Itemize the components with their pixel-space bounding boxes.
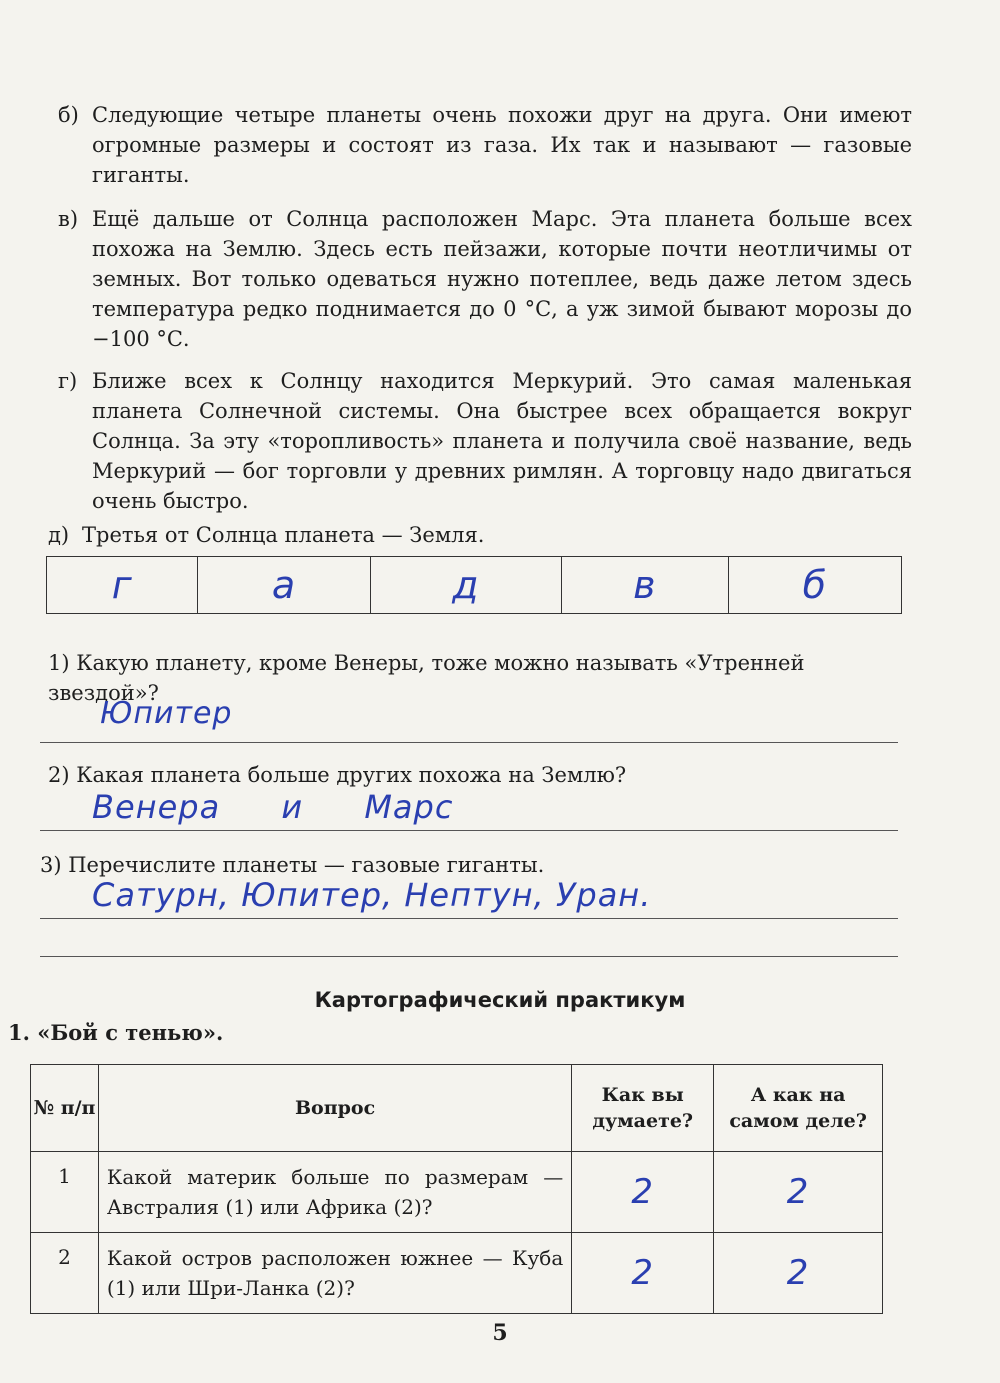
paragraph-d <box>48 520 902 550</box>
paragraph-text: Следующие четыре планеты очень похожи друг на друга. Они имеют огромные размеры и состоят из газа. Их так и называют — газовые гиганты. <box>92 103 912 187</box>
answer-order-table <box>46 556 902 614</box>
section-title: Картографический практикум <box>314 988 686 1012</box>
question-3: 3) Перечислите планеты — газовые гиганты. <box>40 853 545 877</box>
row-question: Какой остров расположен южнее — Куба (1) или Шри-Ланка (2)? <box>98 1233 571 1314</box>
paragraph-text: Ближе всех к Солнцу находится Меркурий. Это самая маленькая планета Солнечной системы. Она быстрее всех обращается вокруг Солнца. За эту «торопливость» планета и получила своё название, ведь Меркурий — бог торговли у древних римлян. А торговцу надо двигаться очень быстро. <box>92 369 912 513</box>
answer-line <box>40 956 898 957</box>
question-3-answer[interactable]: Сатурн, Юпитер, Нептун, Уран. <box>92 876 652 914</box>
task-title: 1. «Бой с тенью». <box>8 1020 224 1045</box>
row-num: 2 <box>31 1233 99 1314</box>
paragraph-v <box>58 204 912 354</box>
paragraph-text: Ещё дальше от Солнца расположен Марс. Эта планета больше всех похожа на Землю. Здесь есть пейзажи, которые почти неотличимы от земных. Вот только одеваться нужно потеплее, ведь даже летом здесь температура редко поднимается до 0 °С, а уж зимой бывают морозы до −100 °С. <box>92 207 912 351</box>
answer-line <box>40 918 898 919</box>
paragraph-marker: в) <box>58 207 79 231</box>
table-header-row <box>31 1065 883 1152</box>
answer-cell[interactable]: б <box>728 557 901 614</box>
paragraph-b <box>58 100 912 190</box>
question-2: 2) Какая планета больше других похожа на Землю? <box>48 763 627 787</box>
quiz-table <box>30 1064 883 1314</box>
paragraph-marker: д) <box>48 523 70 547</box>
header-guess: Как вы думаете? <box>572 1065 714 1152</box>
question-1-answer[interactable]: Юпитер <box>100 696 233 731</box>
answer-cell[interactable]: г <box>47 557 198 614</box>
question-2-answer[interactable]: Венера и Марс <box>92 788 454 826</box>
answer-line <box>40 742 898 743</box>
row-actual[interactable]: 2 <box>714 1233 883 1314</box>
row-guess[interactable]: 2 <box>572 1233 714 1314</box>
table-row <box>31 1152 883 1233</box>
header-question: Вопрос <box>98 1065 571 1152</box>
row-guess[interactable]: 2 <box>572 1152 714 1233</box>
header-actual: А как на самом деле? <box>714 1065 883 1152</box>
answer-line <box>40 830 898 831</box>
row-num: 1 <box>31 1152 99 1233</box>
paragraph-marker: г) <box>58 369 78 393</box>
answer-cell[interactable]: а <box>198 557 370 614</box>
paragraph-g <box>58 366 912 516</box>
paragraph-text: Третья от Солнца планета — Земля. <box>82 523 485 547</box>
table-row <box>31 1233 883 1314</box>
row-actual[interactable]: 2 <box>714 1152 883 1233</box>
answer-cell[interactable]: в <box>561 557 728 614</box>
question-1: 1) Какую планету, кроме Венеры, тоже можно называть «Утренней звездой»? <box>48 651 805 705</box>
row-question: Какой материк больше по размерам — Австралия (1) или Африка (2)? <box>98 1152 571 1233</box>
paragraph-marker: б) <box>58 103 79 127</box>
answer-cell[interactable]: д <box>370 557 561 614</box>
page-number: 5 <box>492 1320 508 1346</box>
header-num: № п/п <box>31 1065 99 1152</box>
